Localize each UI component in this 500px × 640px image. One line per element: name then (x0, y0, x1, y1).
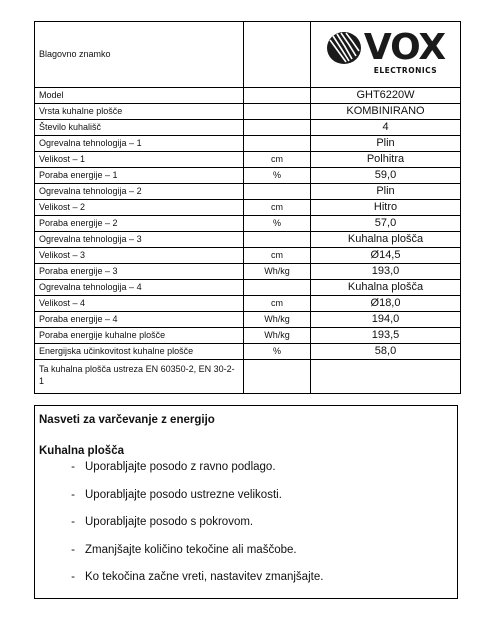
spec-row (35, 296, 461, 312)
spec-value: Kuhalna plošča (311, 232, 461, 248)
spec-value: Polhitra (311, 152, 461, 168)
tip-text: Uporabljajte posodo s pokrovom. (85, 516, 254, 528)
spec-row (35, 280, 461, 296)
spec-value: 193,5 (311, 328, 461, 344)
tip-item (39, 516, 457, 544)
tips-subtitle: Kuhalna plošča (39, 445, 124, 457)
spec-row (35, 104, 461, 120)
spec-label: Poraba energije – 4 (35, 312, 244, 328)
vox-logo (311, 22, 460, 87)
spec-unit: cm (244, 296, 311, 312)
spec-value: Ø14,5 (311, 248, 461, 264)
spec-unit (244, 104, 311, 120)
spec-unit (244, 88, 311, 104)
tip-dash: - (71, 571, 75, 583)
tip-item (39, 461, 457, 489)
brand-row (35, 22, 461, 88)
spec-label: Ogrevalna tehnologija – 3 (35, 232, 244, 248)
spec-label: Model (35, 88, 244, 104)
spec-value: 57,0 (311, 216, 461, 232)
spec-label: Vrsta kuhalne plošče (35, 104, 244, 120)
spec-value: Hitro (311, 200, 461, 216)
tip-text: Zmanjšajte količino tekočine ali maščobe. (85, 543, 297, 556)
spec-label: Velikost – 1 (35, 152, 244, 168)
spec-unit: cm (244, 152, 311, 168)
spec-row (35, 232, 461, 248)
spec-unit: Wh/kg (244, 264, 311, 280)
tip-dash: - (71, 516, 75, 528)
spec-row (35, 216, 461, 232)
spec-value: KOMBINIRANO (311, 104, 461, 120)
tip-item (39, 489, 457, 517)
spec-rows (35, 88, 461, 360)
spec-unit (244, 280, 311, 296)
energy-tips-box (34, 405, 458, 599)
spec-label: Velikost – 2 (35, 200, 244, 216)
spec-row (35, 200, 461, 216)
spec-value: GHT6220W (311, 88, 461, 104)
spec-label: Ogrevalna tehnologija – 4 (35, 280, 244, 296)
spec-label: Energijska učinkovitost kuhalne plošče (35, 344, 244, 360)
tip-dash: - (71, 488, 75, 501)
spec-unit (244, 120, 311, 136)
spec-row (35, 328, 461, 344)
spec-row (35, 88, 461, 104)
spec-unit: % (244, 344, 311, 360)
spec-row (35, 248, 461, 264)
tip-dash: - (71, 543, 75, 556)
spec-value: 58,0 (311, 344, 461, 360)
brand-label: Blagovno znamko (35, 22, 244, 88)
spec-row (35, 136, 461, 152)
vox-emblem-icon (326, 31, 362, 65)
tip-item (39, 544, 457, 572)
spec-label: Poraba energije – 1 (35, 168, 244, 184)
tip-text: Uporabljajte posodo z ravno podlago. (85, 461, 276, 473)
spec-unit: % (244, 168, 311, 184)
spec-label: Poraba energije – 2 (35, 216, 244, 232)
logo-subtitle: ELECTRONICS (373, 66, 438, 75)
tip-dash: - (71, 461, 75, 473)
spec-unit (244, 184, 311, 200)
spec-row (35, 168, 461, 184)
spec-row (35, 184, 461, 200)
spec-label: Poraba energije kuhalne plošče (35, 328, 244, 344)
spec-label: Velikost – 4 (35, 296, 244, 312)
brand-logo-cell (311, 22, 461, 88)
spec-value: Plin (311, 136, 461, 152)
spec-unit (244, 232, 311, 248)
spec-label: Število kuhališč (35, 120, 244, 136)
spec-value: 193,0 (311, 264, 461, 280)
spec-unit: cm (244, 248, 311, 264)
spec-row (35, 264, 461, 280)
spec-table (34, 21, 461, 394)
spec-row (35, 312, 461, 328)
spec-value: Ø18,0 (311, 296, 461, 312)
tips-list (39, 461, 457, 599)
tip-text: Uporabljajte posodo ustrezne velikosti. (85, 488, 282, 501)
spec-unit: Wh/kg (244, 312, 311, 328)
spec-unit: % (244, 216, 311, 232)
spec-label: Velikost – 3 (35, 248, 244, 264)
spec-label: Poraba energije – 3 (35, 264, 244, 280)
spec-value: Plin (311, 184, 461, 200)
standards-note: Ta kuhalna plošča ustreza EN 60350-2, EN 30-2-1 (35, 360, 244, 394)
spec-value: Kuhalna plošča (311, 280, 461, 296)
spec-row (35, 344, 461, 360)
spec-label: Ogrevalna tehnologija – 1 (35, 136, 244, 152)
tips-title: Nasveti za varčevanje z energijo (39, 414, 215, 426)
spec-row (35, 152, 461, 168)
spec-label: Ogrevalna tehnologija – 2 (35, 184, 244, 200)
spec-unit: cm (244, 200, 311, 216)
spec-unit (244, 136, 311, 152)
spec-unit: Wh/kg (244, 328, 311, 344)
spec-row (35, 120, 461, 136)
spec-value: 59,0 (311, 168, 461, 184)
standards-note-row (35, 360, 461, 394)
logo-wordmark: VOX (363, 27, 446, 68)
spec-value: 4 (311, 120, 461, 136)
tip-text: Ko tekočina začne vreti, nastavitev zmanjšajte. (85, 571, 324, 583)
tip-item (39, 571, 457, 599)
spec-value: 194,0 (311, 312, 461, 328)
